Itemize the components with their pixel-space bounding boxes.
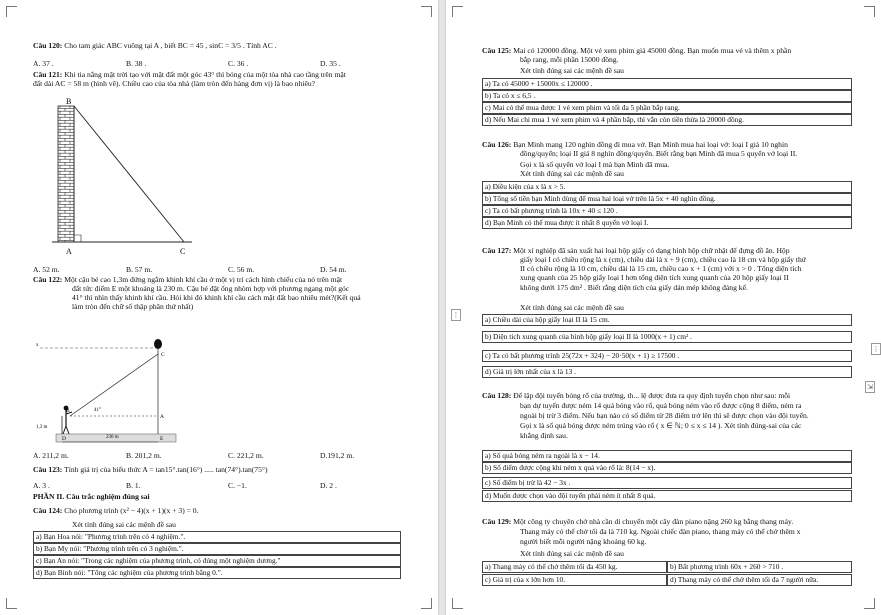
question-text-line: bắp rang, mỗi phần 15000 đồng.: [520, 55, 619, 64]
statement-b: b) Diện tích xung quanh của hình hộp giấy loại II là 1000(x + 1) cm² .: [482, 331, 852, 343]
question-instruction: Xét tính đúng sai các mệnh đề sau: [72, 520, 176, 529]
question-text-line: đất tức điểm E một khoảng là 230 m. Cậu bé đặt ống nhòm hợp với phương ngang một góc: [72, 284, 350, 293]
statement-b: b) Bất phương trình 60x + 260 > 710 .: [667, 561, 852, 573]
question-instruction: Xét tính đúng sai các mệnh đề sau: [520, 303, 624, 312]
question-text-line: Gọi x là số quả bóng được ném trúng vào rổ ( x ∈ ℕ; 0 ≤ x ≤ 14 ). Xét tính đúng-sai của các: [520, 421, 802, 430]
question-127: [482, 246, 790, 255]
balloon-icon: [154, 339, 162, 349]
question-text-line: làm tròn đến chữ số thập phân thứ nhất): [72, 302, 194, 311]
option-d: D. 2 .: [320, 481, 337, 490]
option-c: C. 56 m.: [228, 265, 255, 274]
sun-ray-line: [74, 106, 184, 242]
label-c: C: [161, 352, 165, 358]
boy-leg-icon: [63, 426, 66, 434]
crop-mark: [452, 598, 463, 609]
section-heading: PHẦN II. Câu trắc nghiệm đúng sai: [33, 492, 150, 501]
statement-c: c) Số điểm bị trừ là 42 − 3x .: [482, 477, 852, 489]
question-text: Tính giá trị của biểu thức A = tan15°.tan(16°) ..... tan(74°).tan(75°): [64, 465, 268, 474]
label-x: x: [36, 343, 39, 348]
crop-mark: [864, 6, 875, 17]
question-text-line: ngoài bị trừ 3 điểm. Nếu bạn nào có số điểm từ 28 điểm trở lên thì sẽ được chọn vào đội tuyển.: [520, 411, 809, 420]
right-angle-mark: [74, 235, 81, 242]
crop-mark: [6, 598, 17, 609]
question-text: Mai có 120000 đồng. Một vé xem phim giá 45000 đồng. Bạn muốn mua vé và thêm x phần: [513, 46, 792, 55]
option-c: C. 36 .: [228, 59, 249, 68]
statement-b: b) Tổng số tiền bạn Minh dùng để mua hai loại vở trên là 5x + 40 nghìn đồng.: [482, 193, 852, 205]
side-handle[interactable]: ⋮: [452, 311, 460, 319]
question-121: [33, 70, 346, 79]
statement-d: d) Bạn Bình nói: "Tổng các nghiệm của phương trình bằng 0.".: [33, 567, 401, 579]
question-120: [33, 41, 277, 50]
question-text-line: đất dài AC = 58 m (hình vẽ). Chiều cao của tòa nhà (làm tròn đến hàng đơn vị) là bao nhiêu?: [33, 79, 316, 88]
question-text: Một cậu bé cao 1,3m đứng ngắm khinh khí cầu ở một vị trí cách hình chiếu của nó trên mặt: [64, 275, 343, 284]
balloon-figure: [36, 334, 186, 450]
question-label: Câu 121:: [33, 70, 63, 79]
label-angle: 41°: [94, 408, 101, 413]
label-d: D: [62, 436, 66, 442]
statement-c: c) Ta có bất phương trình 25(72x + 324) − 20·50(x + 1) ≥ 17500 .: [482, 350, 852, 362]
question-text: Bạn Minh mang 120 nghìn đồng đi mua vở. Bạn Minh mua hai loại vở: loại I giá 10 nghìn: [513, 140, 788, 149]
statement-a: a) Điều kiện của x là x > 5.: [482, 181, 852, 193]
statement-a: a) Ta có 45000 + 15000x ≤ 120000 .: [482, 78, 852, 90]
statement-d: d) Nếu Mai chỉ mua 1 vé xem phim và 4 phần bắp, thì vẫn còn tiền thừa là 20000 đồng.: [482, 114, 852, 126]
question-label: Câu 126:: [482, 140, 512, 149]
label-a: A: [66, 247, 72, 256]
statement-b: b) Số điểm được cộng khi ném x quả vào rổ là: 8(14 − x).: [482, 462, 852, 474]
question-text: Một xí nghiệp đã sản xuất hai loại hộp giấy có dạng hình hộp chữ nhật để đựng đồ ăn. Hộp: [513, 246, 790, 255]
option-b: B. 57 m.: [126, 265, 153, 274]
option-b: B. 1.: [126, 481, 141, 490]
statement-a: a) Số quả bóng ném ra ngoài là x − 14.: [482, 450, 852, 462]
label-height: 1,3 m: [36, 425, 48, 430]
question-label: Câu 129:: [482, 517, 512, 526]
question-text: Cho tam giác ABC vuông tại A , biết BC = 45 , sinC = 3/5 . Tính AC .: [64, 41, 277, 50]
question-label: Câu 125:: [482, 46, 512, 55]
page-left: [0, 0, 438, 615]
question-124: [33, 506, 199, 515]
label-c: C: [180, 247, 186, 256]
option-c: C. 221,2 m.: [228, 451, 264, 460]
statement-d: d) Muốn được chọn vào đội tuyển phải ném ít nhất 8 quả.: [482, 490, 852, 502]
label-distance: 230 m: [106, 435, 119, 440]
question-text-line: Thang máy có thể chở tối đa là 710 kg. Ngoài chiếc đàn piano, thang máy có thể chở thêm x: [520, 527, 801, 536]
question-text-line: không dưới 175 dm² . Biết rằng diện tích của giấy dán mép không đáng kể.: [520, 283, 748, 292]
question-text-line: Gọi x là số quyển vở loại I mà bạn Minh đã mua.: [520, 160, 670, 169]
page-right: [446, 0, 881, 615]
building-wall: [58, 106, 74, 242]
crop-mark: [864, 598, 875, 609]
crop-mark: [421, 598, 432, 609]
question-text-line: khẳng định sau.: [520, 431, 568, 440]
question-text: Cho phương trình (x² − 4)(x + 1)(x + 3) = 0.: [64, 506, 199, 515]
label-b: B: [66, 97, 72, 106]
statement-a: a) Bạn Hoa nói: "Phương trình trên có 4 nghiệm.".: [33, 531, 401, 543]
question-label: Câu 124:: [33, 506, 63, 515]
crop-mark: [421, 6, 432, 17]
crop-mark: [6, 6, 17, 17]
statement-d: d) Bạn Minh có thể mua được ít nhất 8 quyển vở loại I.: [482, 217, 852, 229]
question-label: Câu 123:: [33, 465, 63, 474]
question-text-line: bạn dự tuyển được ném 14 quả bóng vào rổ, quả bóng ném vào rổ được cộng 8 điểm, ném ra: [520, 401, 802, 410]
question-instruction: Xét tính đúng sai các mệnh đề sau: [520, 169, 624, 178]
option-d: D. 35 .: [320, 59, 341, 68]
option-c: C. −1.: [228, 481, 247, 490]
statement-b: b) Bạn My nói: "Phương trình trên có 3 nghiệm.".: [33, 543, 401, 555]
statement-a: a) Chiều dài của hộp giấy loại II là 15 cm.: [482, 314, 852, 326]
question-text-line: II có chiều rộng là 10 cm, chiều dài là 15 cm, chiều cao x + 1 (cm) với x > 0 . Tổng diện tích: [520, 264, 802, 273]
option-a: A. 37 .: [33, 59, 54, 68]
question-text-line: người biết mỗi người nặng khoảng 60 kg.: [520, 537, 647, 546]
question-129: [482, 517, 793, 526]
label-a: A: [160, 414, 164, 420]
question-text-line: xung quanh của 25 hộp giấy loại I hơn tổng diện tích xung quanh của 20 hộp giấy loại II: [520, 273, 789, 282]
statement-b: b) Ta có x ≤ 6,5 .: [482, 90, 852, 102]
statement-a: a) Thang máy có thể chở thêm tối đa 450 kg.: [482, 561, 667, 573]
side-handle[interactable]: ⋮: [872, 345, 880, 353]
sight-line: [70, 354, 158, 416]
question-label: Câu 128:: [482, 391, 512, 400]
statement-c: c) Giá trị của x lớn hơn 10.: [482, 574, 667, 586]
crop-mark: [452, 6, 463, 17]
statement-c: c) Ta có bất phương trình là 10x + 40 ≤ 120 .: [482, 205, 852, 217]
question-text: Khi tia nắng mặt trời tạo với mặt đất một góc 43° thì bóng của một tòa nhà cao tầng trên mặt: [64, 70, 346, 79]
question-label: Câu 122:: [33, 275, 63, 284]
statement-d: d) Giá trị lớn nhất của x là 13 .: [482, 366, 852, 378]
label-b: B: [66, 408, 70, 414]
option-d: D. 54 m.: [320, 265, 347, 274]
option-a: A. 3 .: [33, 481, 50, 490]
question-label: Câu 127:: [482, 246, 512, 255]
question-123: [33, 465, 267, 474]
option-b: B. 201,2 m.: [126, 451, 162, 460]
question-128: [482, 391, 790, 400]
question-instruction: Xét tính đúng sai các mệnh đề sau: [520, 549, 624, 558]
question-text-line: đồng/quyển; loại II giá 8 nghìn đồng/quyển. Biết rằng bạn Minh đã mua 5 quyển vở loại II.: [520, 149, 798, 158]
question-text-line: 41° thì nhìn thấy khinh khí cầu. Hỏi khi đó khinh khí cầu cách mặt đất bao nhiêu mét?(Kết quả: [72, 293, 361, 302]
building-figure: [52, 96, 192, 264]
question-122: [33, 275, 342, 284]
statement-c: c) Mai có thể mua được 1 vé xem phim và tối đa 5 phần bắp rang.: [482, 102, 852, 114]
boy-leg-icon: [66, 426, 69, 434]
statement-c: c) Bạn An nói: "Trong các nghiệm của phương trình, có đúng một nghiệm dương.": [33, 555, 401, 567]
option-a: A. 52 m.: [33, 265, 60, 274]
question-126: [482, 140, 788, 149]
question-text: Một công ty chuyên chở nhà cần di chuyển một cây đàn piano nặng 260 kg bằng thang máy.: [513, 517, 794, 526]
option-d: D.191,2 m.: [320, 451, 355, 460]
collapse-icon[interactable]: ⇲: [865, 381, 875, 393]
question-125: [482, 46, 791, 55]
option-a: A. 211,2 m.: [33, 451, 69, 460]
statement-d: d) Thang máy có thể chở thêm tối đa 7 người nữa.: [667, 574, 852, 586]
question-text-line: giấy loại I có chiều rộng là x (cm), chiều dài là x + 9 (cm), chiều cao là 18 cm và hộp giấy thứ: [520, 255, 806, 264]
question-instruction: Xét tính đúng sai các mệnh đề sau: [520, 66, 624, 75]
question-label: Câu 120:: [33, 41, 63, 50]
option-b: B. 38 .: [126, 59, 147, 68]
question-text: Để lập đội tuyển bóng rổ của trường, th... lệ được đưa ra quy định tuyển chọn như sau: mỗi: [513, 391, 791, 400]
label-e: E: [160, 436, 164, 442]
